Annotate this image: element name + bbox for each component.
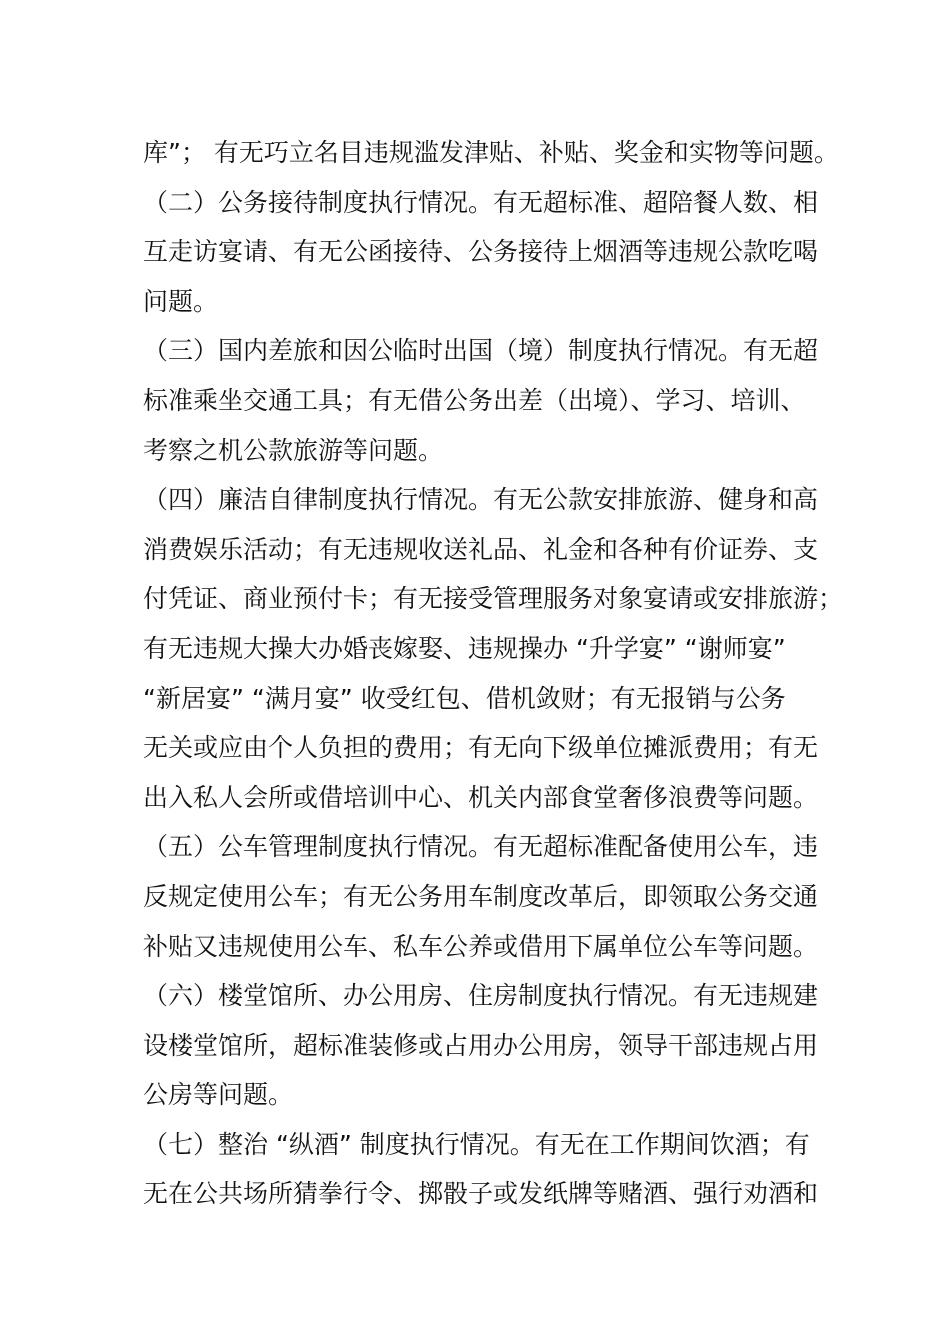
text-line: 标准乘坐交通工具；有无借公务出差（出境）、学习、培训、 (143, 385, 806, 415)
document-body (143, 128, 844, 1219)
text-line: 消费娱乐活动；有无违规收送礼品、礼金和各种有价证券、支 (143, 534, 819, 564)
text-line: 出入私人会所或借培训中心、机关内部食堂奢侈浪费等问题。 (143, 782, 819, 812)
text-line: “新居宴” “满月宴” 收受红包、借机敛财；有无报销与公务 (143, 683, 786, 713)
text-line: 库”； 有无巧立名目违规滥发津贴、补贴、奖金和实物等问题。 (143, 138, 839, 167)
text-line: 无关或应由个人负担的费用；有无向下级单位摊派费用；有无 (143, 733, 819, 763)
text-line: 补贴又违规使用公车、私车公养或借用下属单位公车等问题。 (143, 931, 819, 961)
text-line: 有无违规大操大办婚丧嫁娶、违规操办 “升学宴” “谢师宴” (143, 633, 786, 663)
text-line: 付凭证、商业预付卡；有无接受管理服务对象宴请或安排旅游； (143, 584, 844, 614)
text-line: 问题。 (143, 286, 219, 316)
text-line: （二）公务接待制度执行情况。有无超标准、超陪餐人数、相 (143, 187, 819, 217)
text-line: （三）国内差旅和因公临时出国（境）制度执行情况。有无超 (143, 336, 819, 366)
text-line: （六）楼堂馆所、办公用房、住房制度执行情况。有无违规建 (143, 981, 819, 1011)
text-line: 无在公共场所猜拳行令、掷骰子或发纸牌等赌酒、强行劝酒和 (143, 1179, 819, 1209)
text-line: 互走访宴请、有无公函接待、公务接待上烟酒等违规公款吃喝 (143, 237, 819, 267)
text-line: （五）公车管理制度执行情况。有无超标准配备使用公车，违 (143, 832, 819, 862)
text-line: （七）整治 “纵酒” 制度执行情况。有无在工作期间饮酒；有 (143, 1129, 810, 1159)
text-line: 考察之机公款旅游等问题。 (143, 435, 444, 465)
text-line: 设楼堂馆所，超标准装修或占用办公用房，领导干部违规占用 (143, 1030, 819, 1060)
text-line: 反规定使用公车；有无公务用车制度改革后，即领取公务交通 (143, 881, 819, 911)
text-line: （四）廉洁自律制度执行情况。有无公款安排旅游、健身和高 (143, 485, 819, 515)
text-line: 公房等问题。 (143, 1080, 294, 1110)
